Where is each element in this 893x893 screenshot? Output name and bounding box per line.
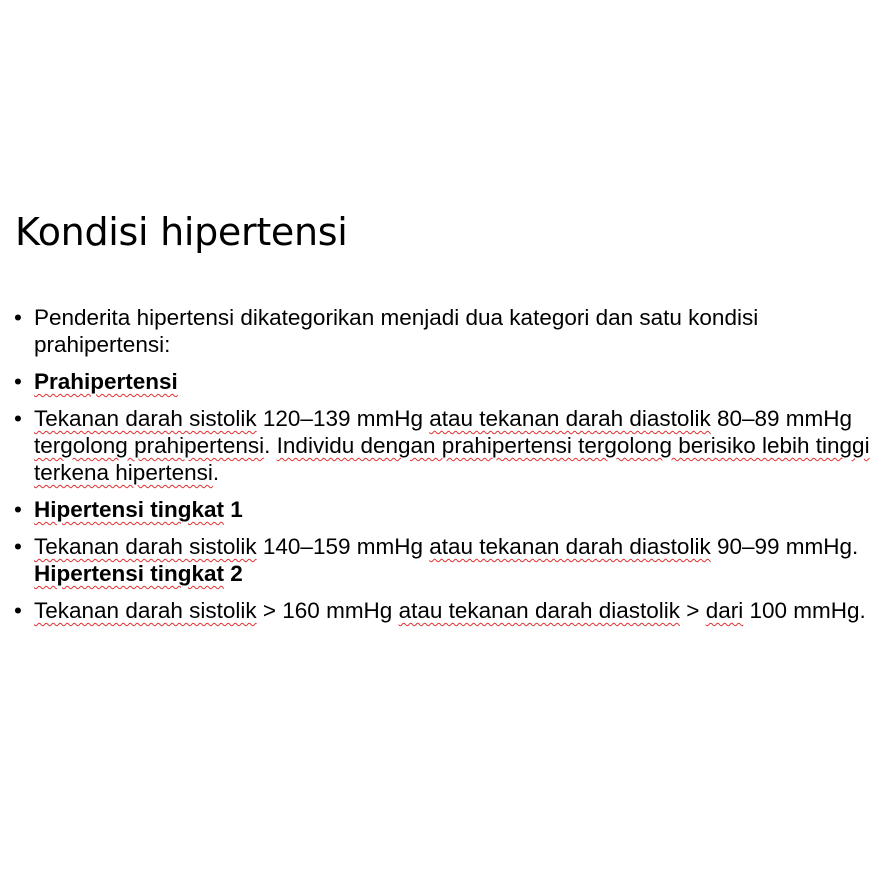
slide-title: Kondisi hipertensi [15,210,348,254]
text-run: > [680,598,706,623]
text-run: > 160 mmHg [256,598,399,623]
text-run: Tekanan darah sistolik [34,598,257,623]
bullet-item [14,368,876,395]
text-run: Tekanan darah sistolik [34,406,257,431]
text-run: dari [705,598,744,623]
text-run: 2 [224,561,243,586]
text-run: atau tekanan darah diastolik [429,406,711,431]
bullet-dot: • [14,406,22,431]
bullet-item [14,533,876,587]
bullet-dot: • [14,369,22,394]
text-run: Prahipertensi [34,369,178,394]
bullet-list [14,304,876,634]
text-run: 1 [224,497,243,522]
bullet-text [34,406,870,485]
text-run: Penderita hipertensi dikategorikan menjadi dua kategori dan satu kondisi prahipertensi: [34,305,759,357]
text-run: 90–99 mmHg. [710,534,859,559]
bullet-item [14,496,876,523]
text-run: 120–139 mmHg [256,406,430,431]
text-run: Hipertensi tingkat [34,497,225,522]
text-run: 80–89 mmHg [710,406,853,431]
text-run: Tekanan darah sistolik [34,534,257,559]
bullet-text [34,534,858,586]
bullet-text [34,497,243,522]
text-run: . [264,433,277,458]
bullet-dot: • [14,534,22,559]
text-run: 100 mmHg. [743,598,866,623]
text-run: . [212,460,220,485]
bullet-dot: • [14,598,22,623]
bullet-text [34,369,178,394]
text-run: 140–159 mmHg [256,534,430,559]
bullet-text [34,598,866,623]
bullet-item [14,597,876,624]
bullet-dot: • [14,305,22,330]
text-run: atau tekanan darah diastolik [398,598,681,623]
text-run: atau tekanan darah diastolik [429,534,711,559]
bullet-dot: • [14,497,22,522]
bullet-item [14,304,876,358]
bullet-text [34,305,758,357]
text-run: tergolong prahipertensi [34,433,265,458]
text-run: Individu dengan prahipertensi tergolong berisiko lebih tinggi terkena hipertensi [34,433,870,485]
text-run: Hipertensi tingkat [34,561,225,586]
bullet-item [14,405,876,486]
